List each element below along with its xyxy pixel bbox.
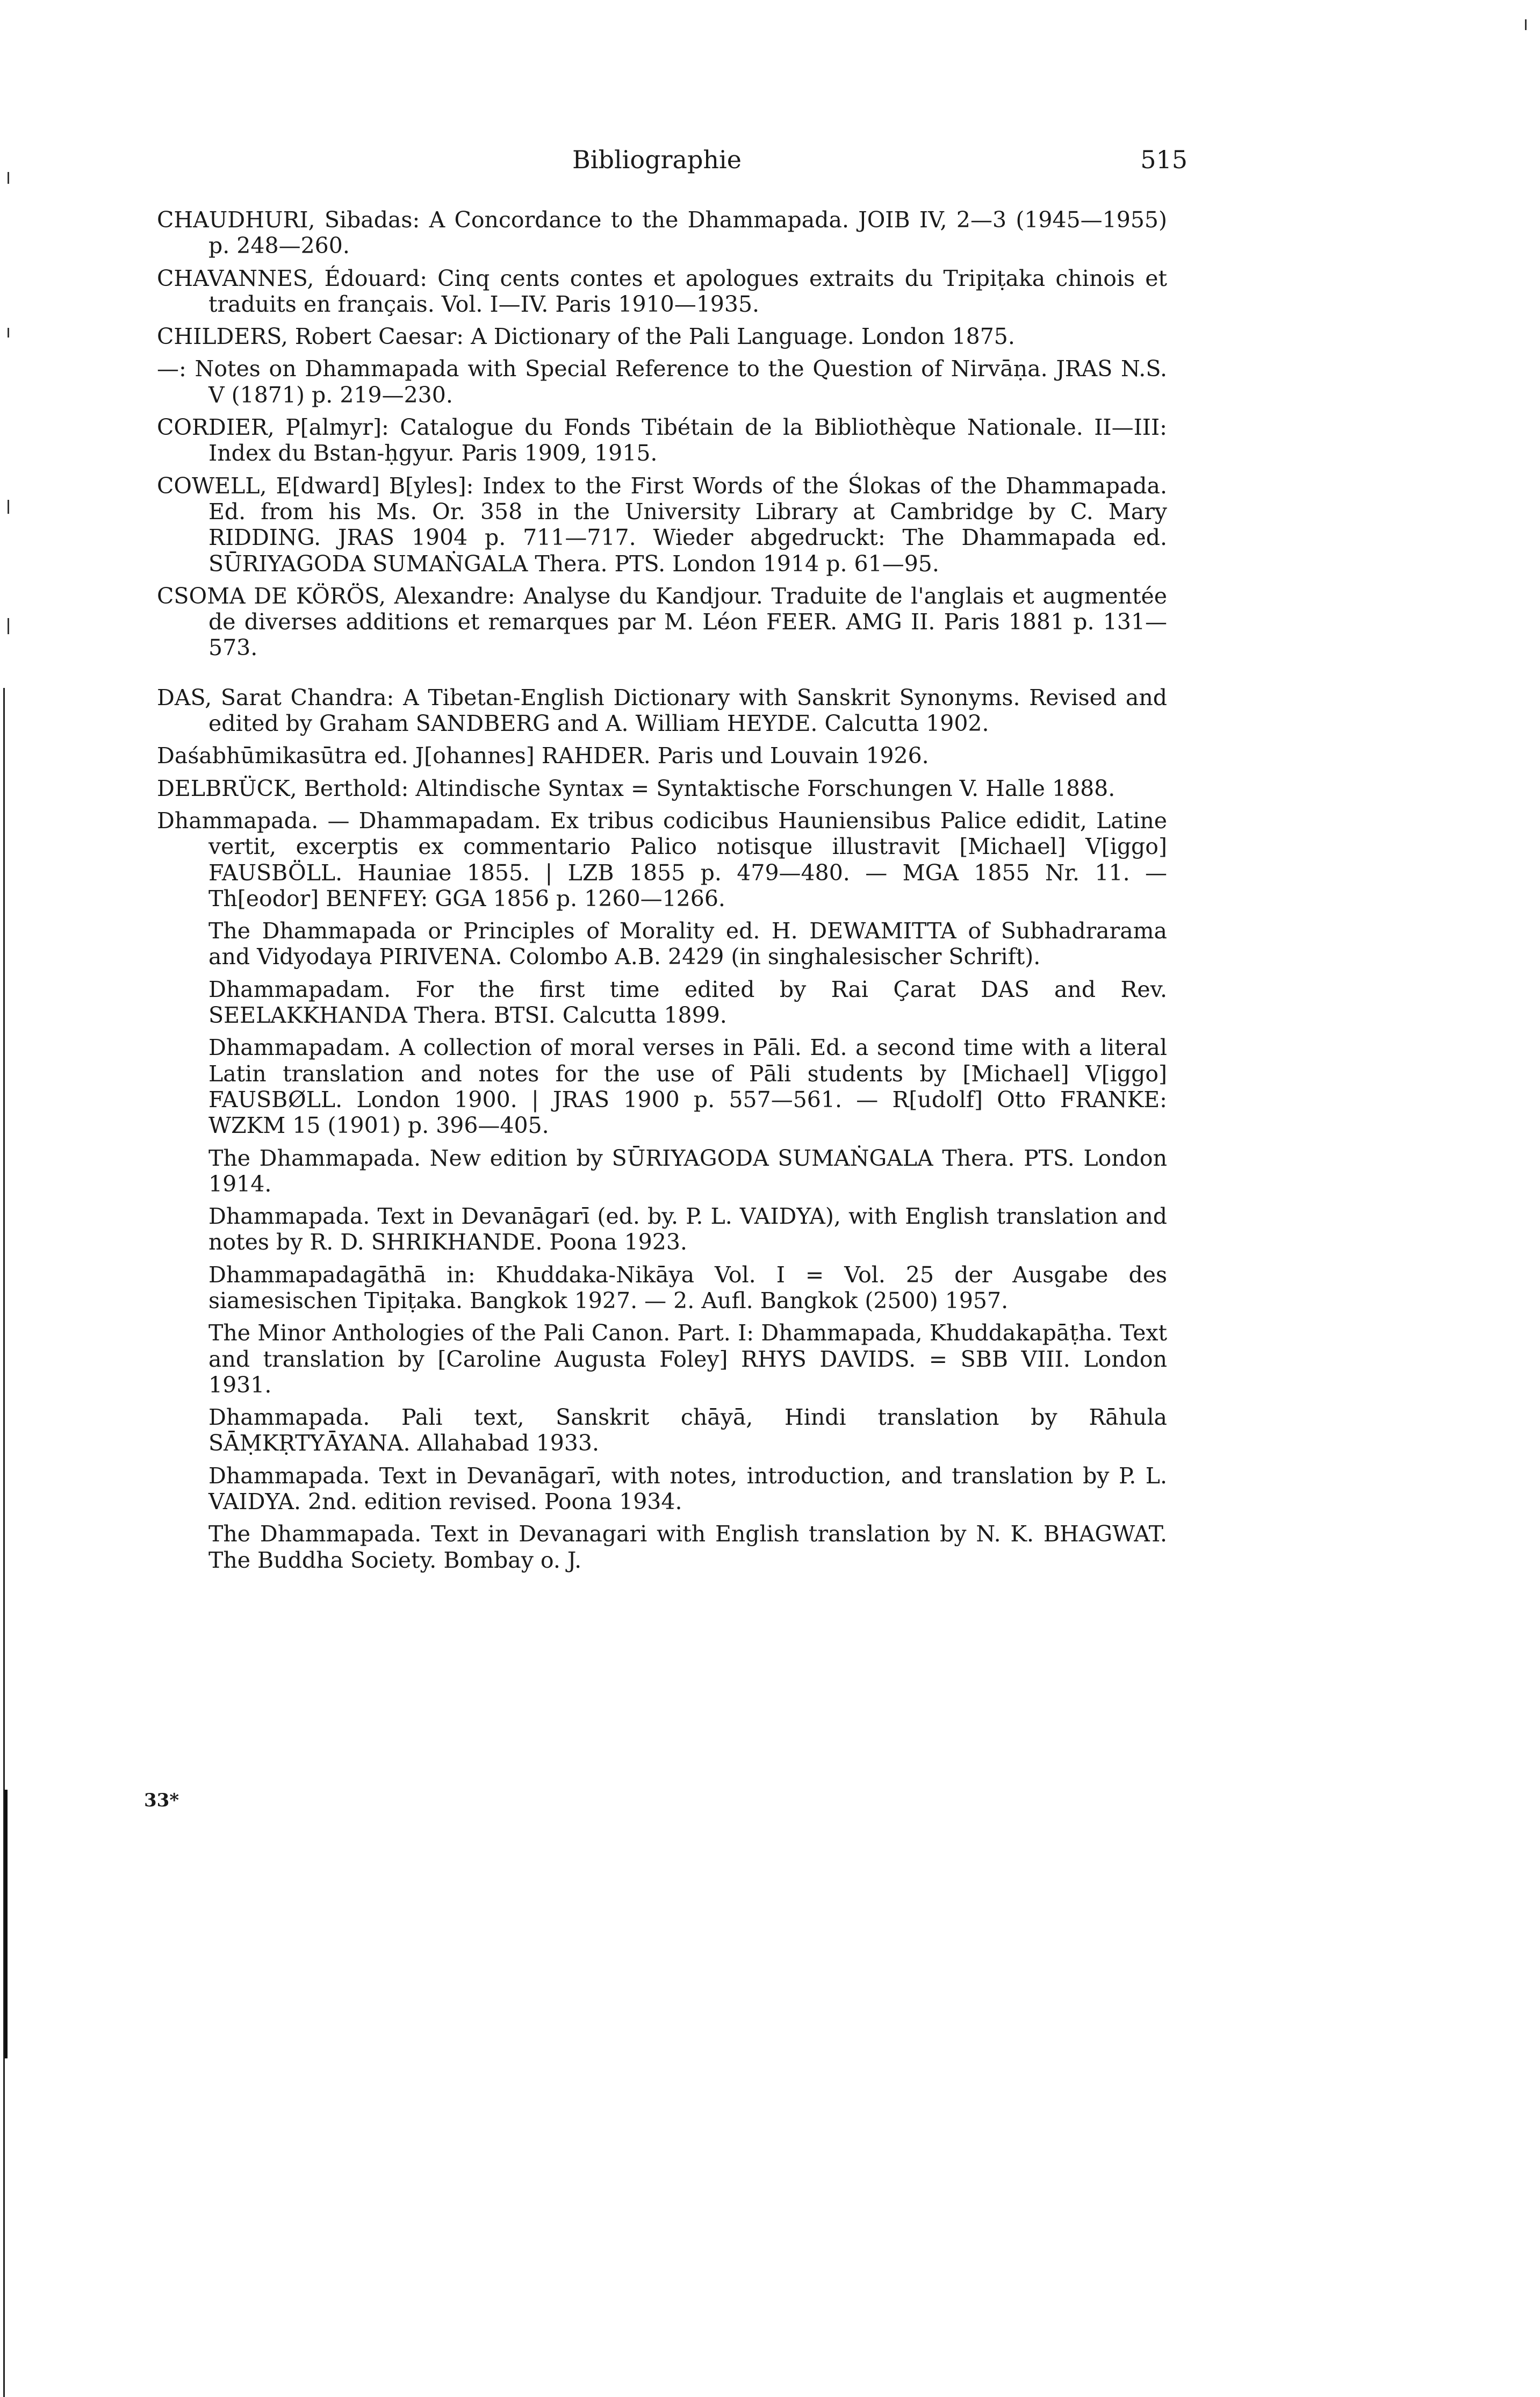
bib-subentry: Dhammapadam. For the first time edited by Rai Çarat DAS and Rev. SEELAKKHANDA Thera. BTSI. Calcutta 1899. [208, 976, 1167, 1029]
bib-subentry: Dhammapada. Text in Devanāgarī, with notes, introduction, and translation by P. L. VAIDYA. 2nd. edition revised. Poona 1934. [208, 1462, 1167, 1515]
bib-subentry: The Minor Anthologies of the Pali Canon. Part. I: Dhammapada, Khuddakapāṭha. Text and translation by [Caroline Augusta Foley] RHYS DAVIDS. = SBB VIII. London 1931. [208, 1320, 1167, 1398]
scan-edge-shadow [4, 1790, 8, 2058]
bib-subentry: Dhammapadam. A collection of moral verses in Pāli. Ed. a second time with a literal Latin translation and notes for the use of Pāli students by [Michael] V[iggo] FAUSBØLL. London 1900. | JRAS 1900 p. 557—561. — R[udolf] Otto FRANKE: WZKM 15 (1901) p. 396—405. [208, 1035, 1167, 1139]
bib-entry-chavannes: CHAVANNES, Édouard: Cinq cents contes et apologues extraits du Tripiṭaka chinois et traduits en français. Vol. I—IV. Paris 1910—1935. [157, 265, 1167, 317]
bib-entry-csoma: CSOMA DE KÖRÖS, Alexandre: Analyse du Kandjour. Traduite de l'anglais et augmentée de diverses additions et remarques par M. Léon FEER. AMG II. Paris 1881 p. 131—573. [157, 583, 1167, 661]
bib-subentry: Dhammapada. Text in Devanāgarī (ed. by. P. L. VAIDYA), with English translation and notes by R. D. SHRIKHANDE. Poona 1923. [208, 1203, 1167, 1255]
bib-entry-chaudhuri: CHAUDHURI, Sibadas: A Concordance to the Dhammapada. JOIB IV, 2—3 (1945—1955) p. 248—260. [157, 207, 1167, 259]
bib-entry-delbrueck: DELBRÜCK, Berthold: Altindische Syntax = Syntaktische Forschungen V. Halle 1888. [157, 775, 1116, 801]
bib-subentry: The Dhammapada. New edition by SŪRIYAGODA SUMAṄGALA Thera. PTS. London 1914. [208, 1145, 1167, 1197]
bibliography-column [157, 207, 1167, 1580]
bib-subentry: Dhammapada. Pali text, Sanskrit chāyā, Hindi translation by Rāhula SĀṂKṚTYĀYANA. Allahabad 1933. [208, 1404, 1167, 1456]
scan-speck [8, 328, 9, 338]
bib-entry-cowell: COWELL, E[dward] B[yles]: Index to the First Words of the Ślokas of the Dhammapada. Ed. from his Ms. Or. 358 in the University Library at Cambridge by C. Mary RIDDING. JRAS 1904 p. 711—717. Wieder abgedruckt: The Dhammapada ed. SŪRIYAGODA SUMAṄGALA Thera. PTS. London 1914 p. 61—95. [157, 472, 1167, 577]
bib-entry-cordier: CORDIER, P[almyr]: Catalogue du Fonds Tibétain de la Bibliothèque Nationale. II—III: Index du Bstan-ḥgyur. Paris 1909, 1915. [157, 414, 1167, 467]
section-gap [157, 668, 1167, 685]
sheet-signature: 33* [144, 1790, 179, 1811]
scan-speck [8, 618, 9, 634]
scan-speck [8, 172, 9, 184]
bib-entry-dasabhumika: Daśabhūmikasūtra ed. J[ohannes] RAHDER. Paris und Louvain 1926. [157, 743, 929, 769]
bib-entry-childers: CHILDERS, Robert Caesar: A Dictionary of the Pali Language. London 1875. [157, 324, 1015, 350]
page-number: 515 [1140, 145, 1188, 174]
scan-speck [8, 500, 9, 514]
bib-entry-das: DAS, Sarat Chandra: A Tibetan-English Dictionary with Sanskrit Synonyms. Revised and edited by Graham SANDBERG and A. William HEYDE. Calcutta 1902. [157, 684, 1167, 737]
bib-subentry: Dhammapadagāthā in: Khuddaka-Nikāya Vol. I = Vol. 25 der Ausgabe des siamesischen Tipiṭaka. Bangkok 1927. — 2. Aufl. Bangkok (2500) 1957. [208, 1261, 1167, 1314]
bib-entry-dhammapada: Dhammapada. — Dhammapadam. Ex tribus codicibus Hauniensibus Palice edidit, Latine vertit, excerptis ex commentario Palico notisque illustravit [Michael] V[iggo] FAUSBÖLL. Hauniae 1855. | LZB 1855 p. 479—480. — MGA 1855 Nr. 11. — Th[eodor] BENFEY: GGA 1856 p. 1260—1266. [157, 807, 1167, 912]
bib-subentry: The Dhammapada or Principles of Morality ed. H. DEWAMITTA of Subhadrarama and Vidyodaya PIRIVENA. Colombo A.B. 2429 (in singhalesischer Schrift). [208, 918, 1167, 970]
bib-entry-childers-notes: —: Notes on Dhammapada with Special Reference to the Question of Nirvāṇa. JRAS N.S. V (1871) p. 219—230. [157, 356, 1167, 408]
scan-edge-line [3, 688, 5, 2397]
scan-speck [1525, 19, 1527, 30]
running-title: Bibliographie [572, 145, 742, 174]
running-head [572, 145, 1188, 183]
bib-subentry: The Dhammapada. Text in Devanagari with English translation by N. K. BHAGWAT. The Buddha Society. Bombay o. J. [208, 1521, 1167, 1573]
